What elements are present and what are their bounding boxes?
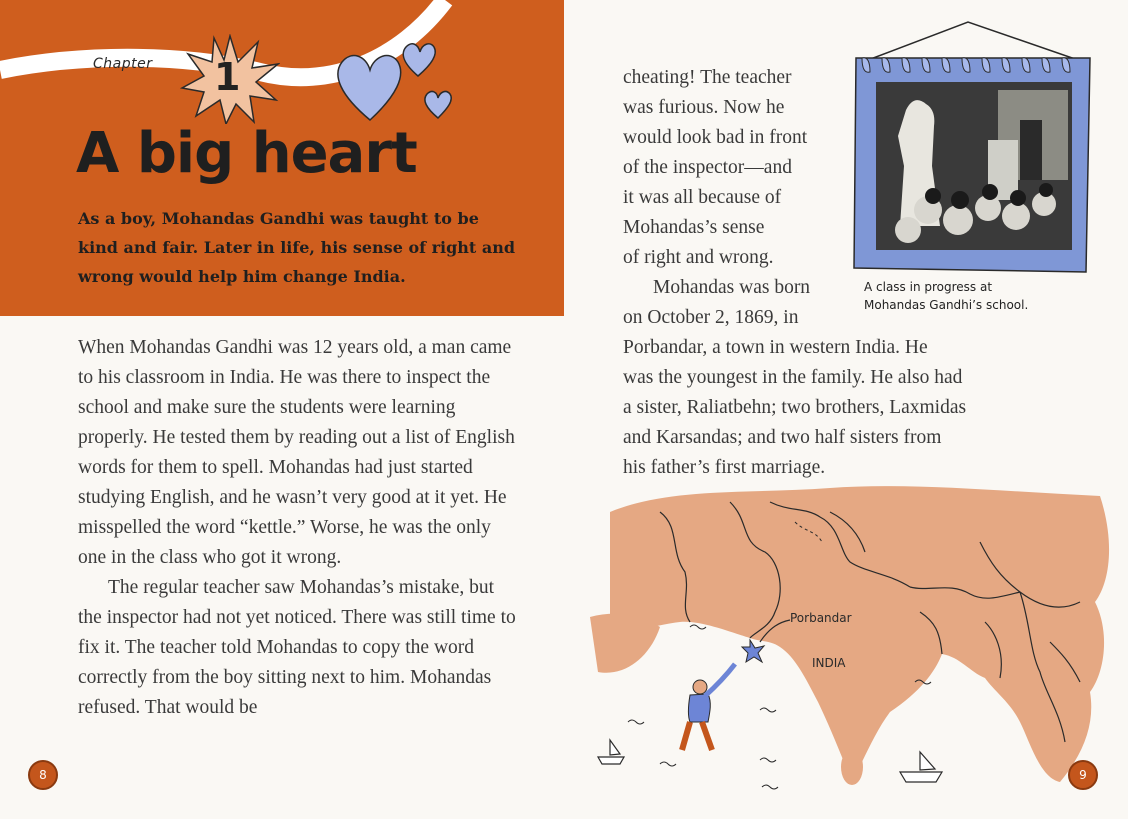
text-line: a sister, Raliatbehn; two brothers, Laxmidas — [623, 397, 967, 418]
india-map — [590, 482, 1120, 812]
body-paragraph: The regular teacher saw Mohandas’s mistake, but the inspector had not yet noticed. There was still time to fix it. The teacher told Mohandas to copy the word correctly from the boy sitting next to him. Mohandas refused. That would be — [78, 577, 516, 718]
text-line: cheating! The teacher — [623, 67, 792, 88]
map-sri-lanka — [841, 749, 863, 785]
text-line: was furious. Now he — [623, 97, 785, 118]
text-line: was the youngest in the family. He also had — [623, 367, 963, 388]
chapter-label: Chapter — [93, 56, 153, 72]
body-paragraph: When Mohandas Gandhi was 12 years old, a man came to his classroom in India. He was there to inspect the school and make sure the students were learning properly. He tested them by reading out a list of English words for them to spell. Mohandas had just started studying English, and he wasn’t very good at it yet. He misspelled the word “kettle.” Worse, he was the only one in the class who got it wrong. — [78, 337, 515, 568]
map-label-porbandar: Porbandar — [790, 611, 852, 625]
text-line: on October 2, 1869, in — [623, 307, 799, 328]
left-body-text — [78, 333, 518, 723]
chapter-swoosh — [0, 0, 564, 140]
map-label-india: INDIA — [812, 656, 846, 670]
text-line: Porbandar, a town in western India. He — [623, 337, 928, 358]
classroom-photo — [876, 82, 1072, 250]
chapter-title: A big heart — [76, 121, 417, 186]
boy-figure-icon — [682, 664, 735, 750]
text-line: Mohandas’s sense — [623, 217, 765, 238]
text-line: Mohandas was born — [653, 277, 811, 298]
chapter-intro: As a boy, Mohandas Gandhi was taught to be kind and fair. Later in life, his sense of right and wrong would help him change India. — [78, 209, 516, 286]
photo-caption: A class in progress at Mohandas Gandhi’s school. — [864, 280, 1029, 312]
text-line: it was all because of — [623, 187, 782, 208]
text-line: would look bad in front — [623, 127, 808, 148]
page-number-left: 8 — [28, 760, 58, 790]
hearts-icon — [330, 30, 460, 130]
text-line: of the inspector—and — [623, 157, 792, 178]
chapter-header — [0, 0, 564, 316]
text-line: and Karsandas; and two half sisters from — [623, 427, 942, 448]
framed-photo — [848, 20, 1096, 275]
page-number-right: 9 — [1068, 760, 1098, 790]
text-line: of right and wrong. — [623, 247, 774, 268]
text-line: his father’s first marriage. — [623, 457, 826, 478]
chapter-number: 1 — [214, 55, 241, 99]
map-arabia — [590, 614, 660, 673]
